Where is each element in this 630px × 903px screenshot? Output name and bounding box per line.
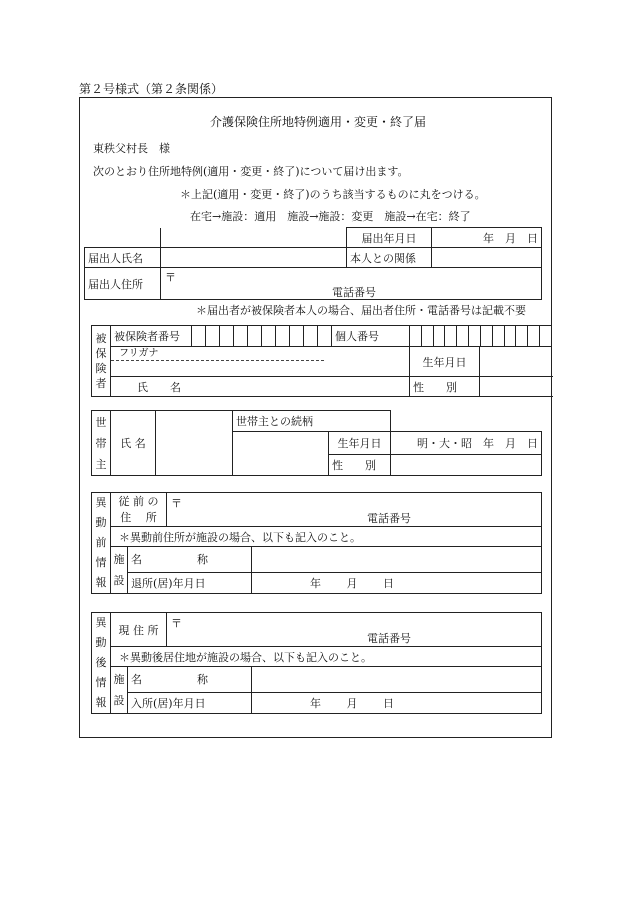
notifier-note: ＊届出者が被保険者本人の場合、届出者住所・電話番号は記載不要: [196, 304, 526, 317]
insured-side-label: 被 保 険 者: [92, 326, 111, 397]
after-date-label: 入所(居)年月日: [128, 692, 252, 714]
after-phone-label: 電話番号: [367, 632, 411, 645]
before-address-label-line1: 従 前 の: [118, 494, 159, 508]
insured-number-digit[interactable]: [192, 326, 206, 347]
postal-mark-icon: 〒: [171, 617, 182, 630]
household-name-label: 氏 名: [111, 411, 156, 476]
before-facility-label: 施 設: [111, 547, 128, 594]
notifier-address-label: 届出人住所: [85, 268, 161, 300]
before-side-label: 異 動 前 情 報: [92, 493, 111, 594]
household-birth-label: 生年月日: [329, 432, 391, 455]
insured-number-digit[interactable]: [290, 326, 304, 347]
after-address-field[interactable]: [167, 613, 542, 647]
personal-number-label: 個人番号: [332, 326, 410, 347]
insured-number-digit[interactable]: [234, 326, 248, 347]
before-date-field[interactable]: 年 月 日: [252, 572, 542, 594]
addressee: 東秩父村長 様: [93, 142, 170, 155]
intro-text: 次のとおり住所地特例(適用・変更・終了)について届け出ます。: [93, 165, 409, 178]
birth-label: 生年月日: [410, 347, 480, 377]
household-side-label: 世 帯 主: [92, 411, 111, 476]
insured-number-label: 被保険者番号: [111, 326, 192, 347]
instruction-text: ＊上記(適用・変更・終了)のうち該当するものに丸をつける。: [180, 188, 486, 201]
form-number: 第２号様式（第２条関係）: [79, 82, 224, 96]
notifier-name-label: 届出人氏名: [85, 248, 161, 268]
insured-number-digit[interactable]: [276, 326, 290, 347]
before-note: ＊異動前住所が施設の場合、以下も記入のこと。: [111, 527, 542, 547]
postal-mark-icon: 〒: [165, 271, 176, 284]
relation-field[interactable]: [432, 248, 542, 268]
household-relation-field[interactable]: [233, 432, 329, 476]
notifier-address-field[interactable]: [161, 268, 542, 300]
sex-field[interactable]: [480, 377, 552, 397]
insured-number-digit[interactable]: [262, 326, 276, 347]
household-table: [91, 410, 542, 476]
sex-label: 性 別: [410, 377, 480, 397]
notify-date-label: 届出年月日: [347, 228, 432, 248]
after-note: ＊異動後居住地が施設の場合、以下も記入のこと。: [111, 647, 542, 667]
insured-number-digit[interactable]: [248, 326, 262, 347]
notifier-table: [84, 227, 542, 300]
insured-number-digit[interactable]: [220, 326, 234, 347]
household-sex-field[interactable]: [391, 455, 542, 476]
before-facility-name-field[interactable]: [252, 547, 542, 573]
after-facility-name-label: 名 称: [128, 667, 252, 693]
after-facility-label: 施 設: [111, 667, 128, 714]
insured-name-label: 氏 名: [111, 377, 410, 397]
form-title: 介護保険住所地特例適用・変更・終了届: [210, 115, 427, 129]
notifier-name-field[interactable]: [161, 248, 347, 268]
household-name-field[interactable]: [156, 411, 233, 476]
household-birth-field[interactable]: 明・大・昭 年 月 日: [391, 432, 542, 455]
postal-mark-icon: 〒: [171, 497, 182, 510]
relation-label: 本人との関係: [347, 248, 432, 268]
before-address-label-line2: 住 所: [120, 510, 157, 524]
before-address-field[interactable]: [167, 493, 542, 527]
insured-table: [91, 325, 552, 397]
after-facility-name-field[interactable]: [252, 667, 542, 693]
before-table: [91, 492, 542, 594]
household-relation-label: 世帯主との続柄: [233, 411, 391, 432]
cases-text: 在宅→施設：適用 施設→施設：変更 施設→在宅：終了: [190, 210, 471, 223]
insured-number-digit[interactable]: [206, 326, 220, 347]
before-address-label: [111, 493, 167, 527]
before-phone-label: 電話番号: [367, 512, 411, 525]
furigana-label: フリガナ: [111, 347, 324, 361]
before-date-label: 退所(居)年月日: [128, 572, 252, 594]
household-sex-label: 性 別: [329, 455, 391, 476]
birth-field[interactable]: [480, 347, 552, 377]
before-facility-name-label: 名 称: [128, 547, 252, 573]
after-date-field[interactable]: 年 月 日: [252, 692, 542, 714]
insured-name-block[interactable]: [111, 347, 410, 377]
insured-number-digit[interactable]: [304, 326, 318, 347]
household-spacer: [391, 411, 542, 432]
after-address-label: 現 住 所: [111, 613, 167, 647]
after-side-label: 異 動 後 情 報: [92, 613, 111, 714]
notify-date-field[interactable]: 年 月 日: [432, 228, 542, 248]
insured-number-digit[interactable]: [318, 326, 332, 347]
phone-label: 電話番号: [332, 286, 376, 299]
personal-number-field[interactable]: [410, 326, 552, 347]
after-table: [91, 612, 542, 714]
